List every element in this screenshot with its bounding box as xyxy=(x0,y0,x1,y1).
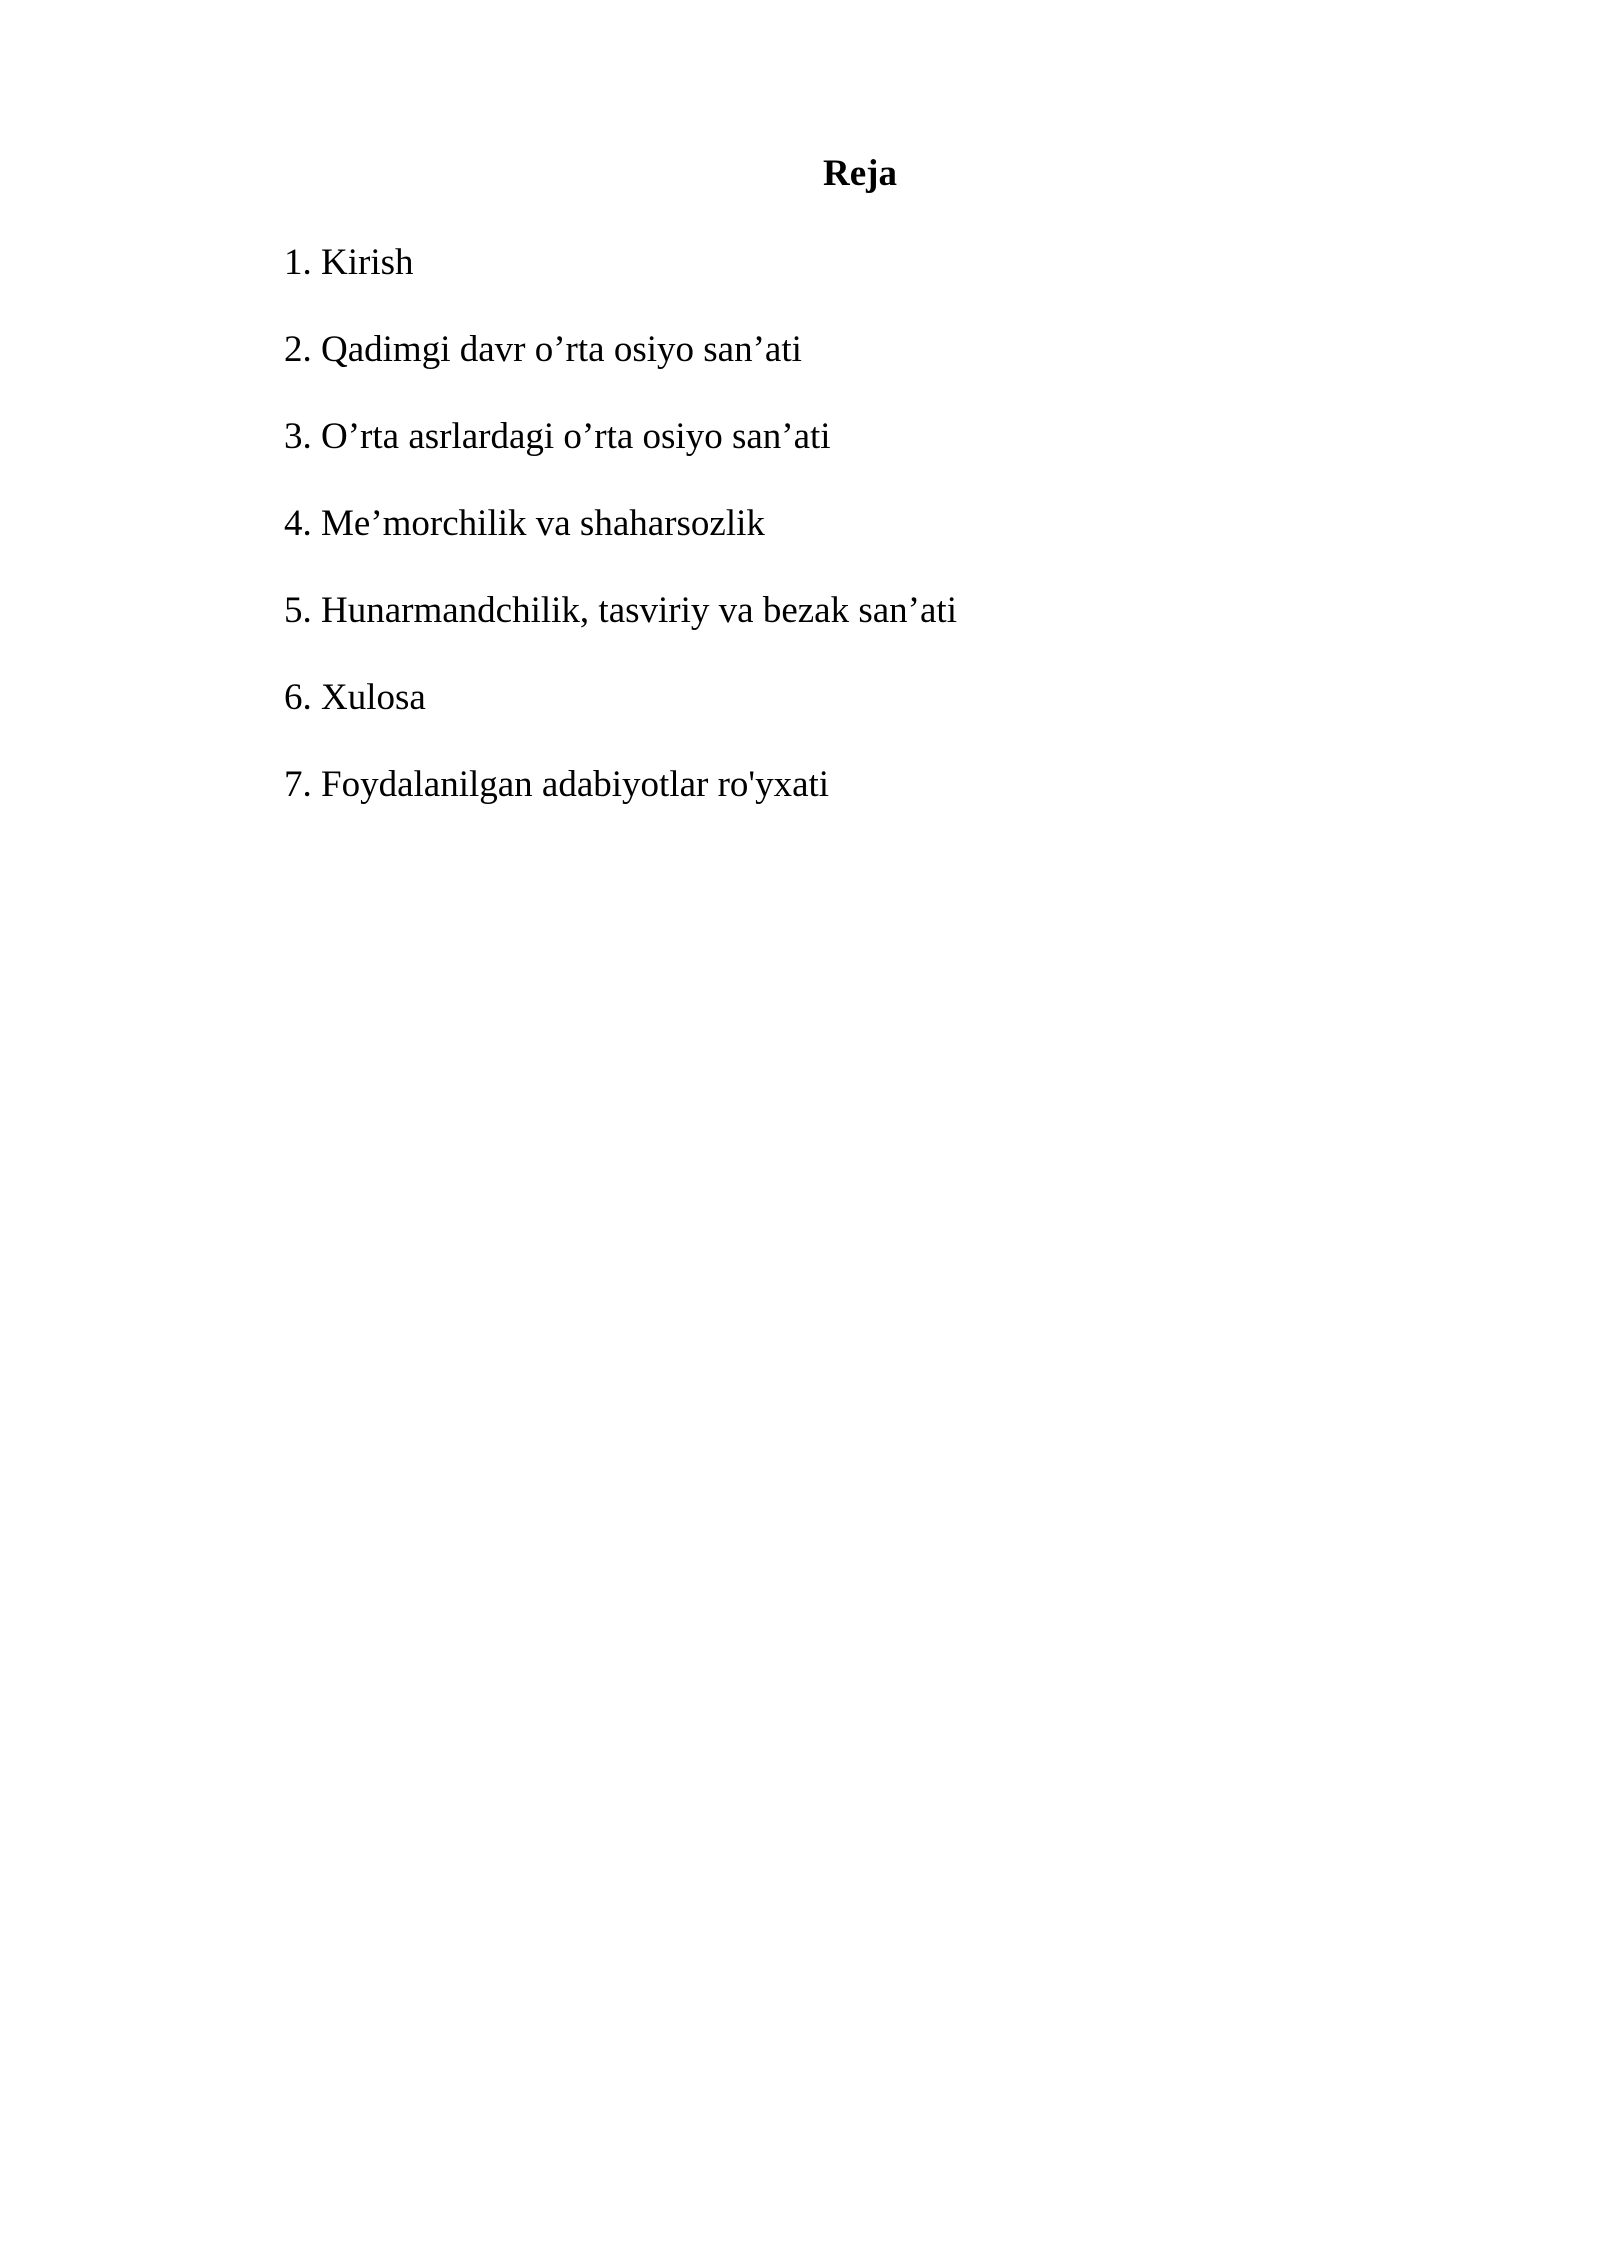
plan-item-2: 2. Qadimgi davr o’rta osiyo san’ati xyxy=(284,329,802,370)
plan-item-4: 4. Me’morchilik va shaharsozlik xyxy=(284,503,765,544)
plan-list xyxy=(284,238,957,847)
plan-item-3: 3. O’rta asrlardagi o’rta osiyo san’ati xyxy=(284,416,831,457)
plan-item-1: 1. Kirish xyxy=(284,242,414,283)
plan-item-7: 7. Foydalanilgan adabiyotlar ro'yxati xyxy=(284,764,830,805)
plan-item-6: 6. Xulosa xyxy=(284,677,426,718)
page-title: Reja xyxy=(823,153,897,194)
plan-item-5: 5. Hunarmandchilik, tasviriy va bezak san’ati xyxy=(284,590,957,631)
